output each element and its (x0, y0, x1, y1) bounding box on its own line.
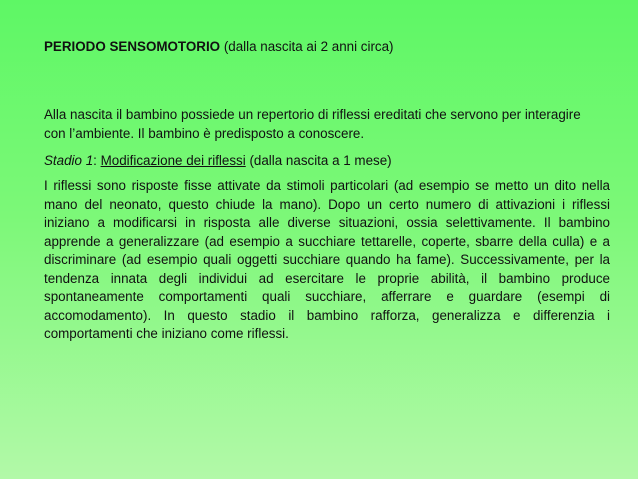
stage-line (44, 151, 604, 170)
slide-heading (44, 37, 604, 57)
stage-label: Stadio 1 (44, 153, 94, 168)
stage-name: Modificazione dei riflessi (100, 153, 246, 168)
body-paragraph: I riflessi sono risposte fisse attivate da stimoli particolari (ad esempio se metto un dito nella mano del neonato, questo chiude la mano). Dopo un certo numero di attivazioni i riflessi iniziano a modificarsi in risposta alle diverse situazioni, ossia selettivamente. Il bambino apprende a generalizzare (ad esempio a succhiare tettarelle, coperte, sbarre della culla) e a discriminare (ad esempio quali oggetti succhiare quando ha fame). Successivamente, per la tendenza innata degli individui ad esercitare le proprie abilità, il bambino produce spontaneamente comportamenti quali succhiare, afferrare e guardare (esempi di accomodamento). In questo stadio il bambino rafforza, generalizza e differenzia i comportamenti che iniziano come riflessi. (44, 178, 610, 341)
stage-separator: : (93, 153, 101, 168)
stage-detail: (dalla nascita a 1 mese) (245, 153, 392, 168)
intro-paragraph: Alla nascita il bambino possiede un repertorio di riflessi ereditati che servono per interagire con l’ambiente. Il bambino è predisposto a conoscere. (44, 107, 581, 141)
heading-subtitle: (dalla nascita ai 2 anni circa) (220, 39, 394, 54)
heading-title: PERIODO SENSOMOTORIO (44, 39, 221, 54)
